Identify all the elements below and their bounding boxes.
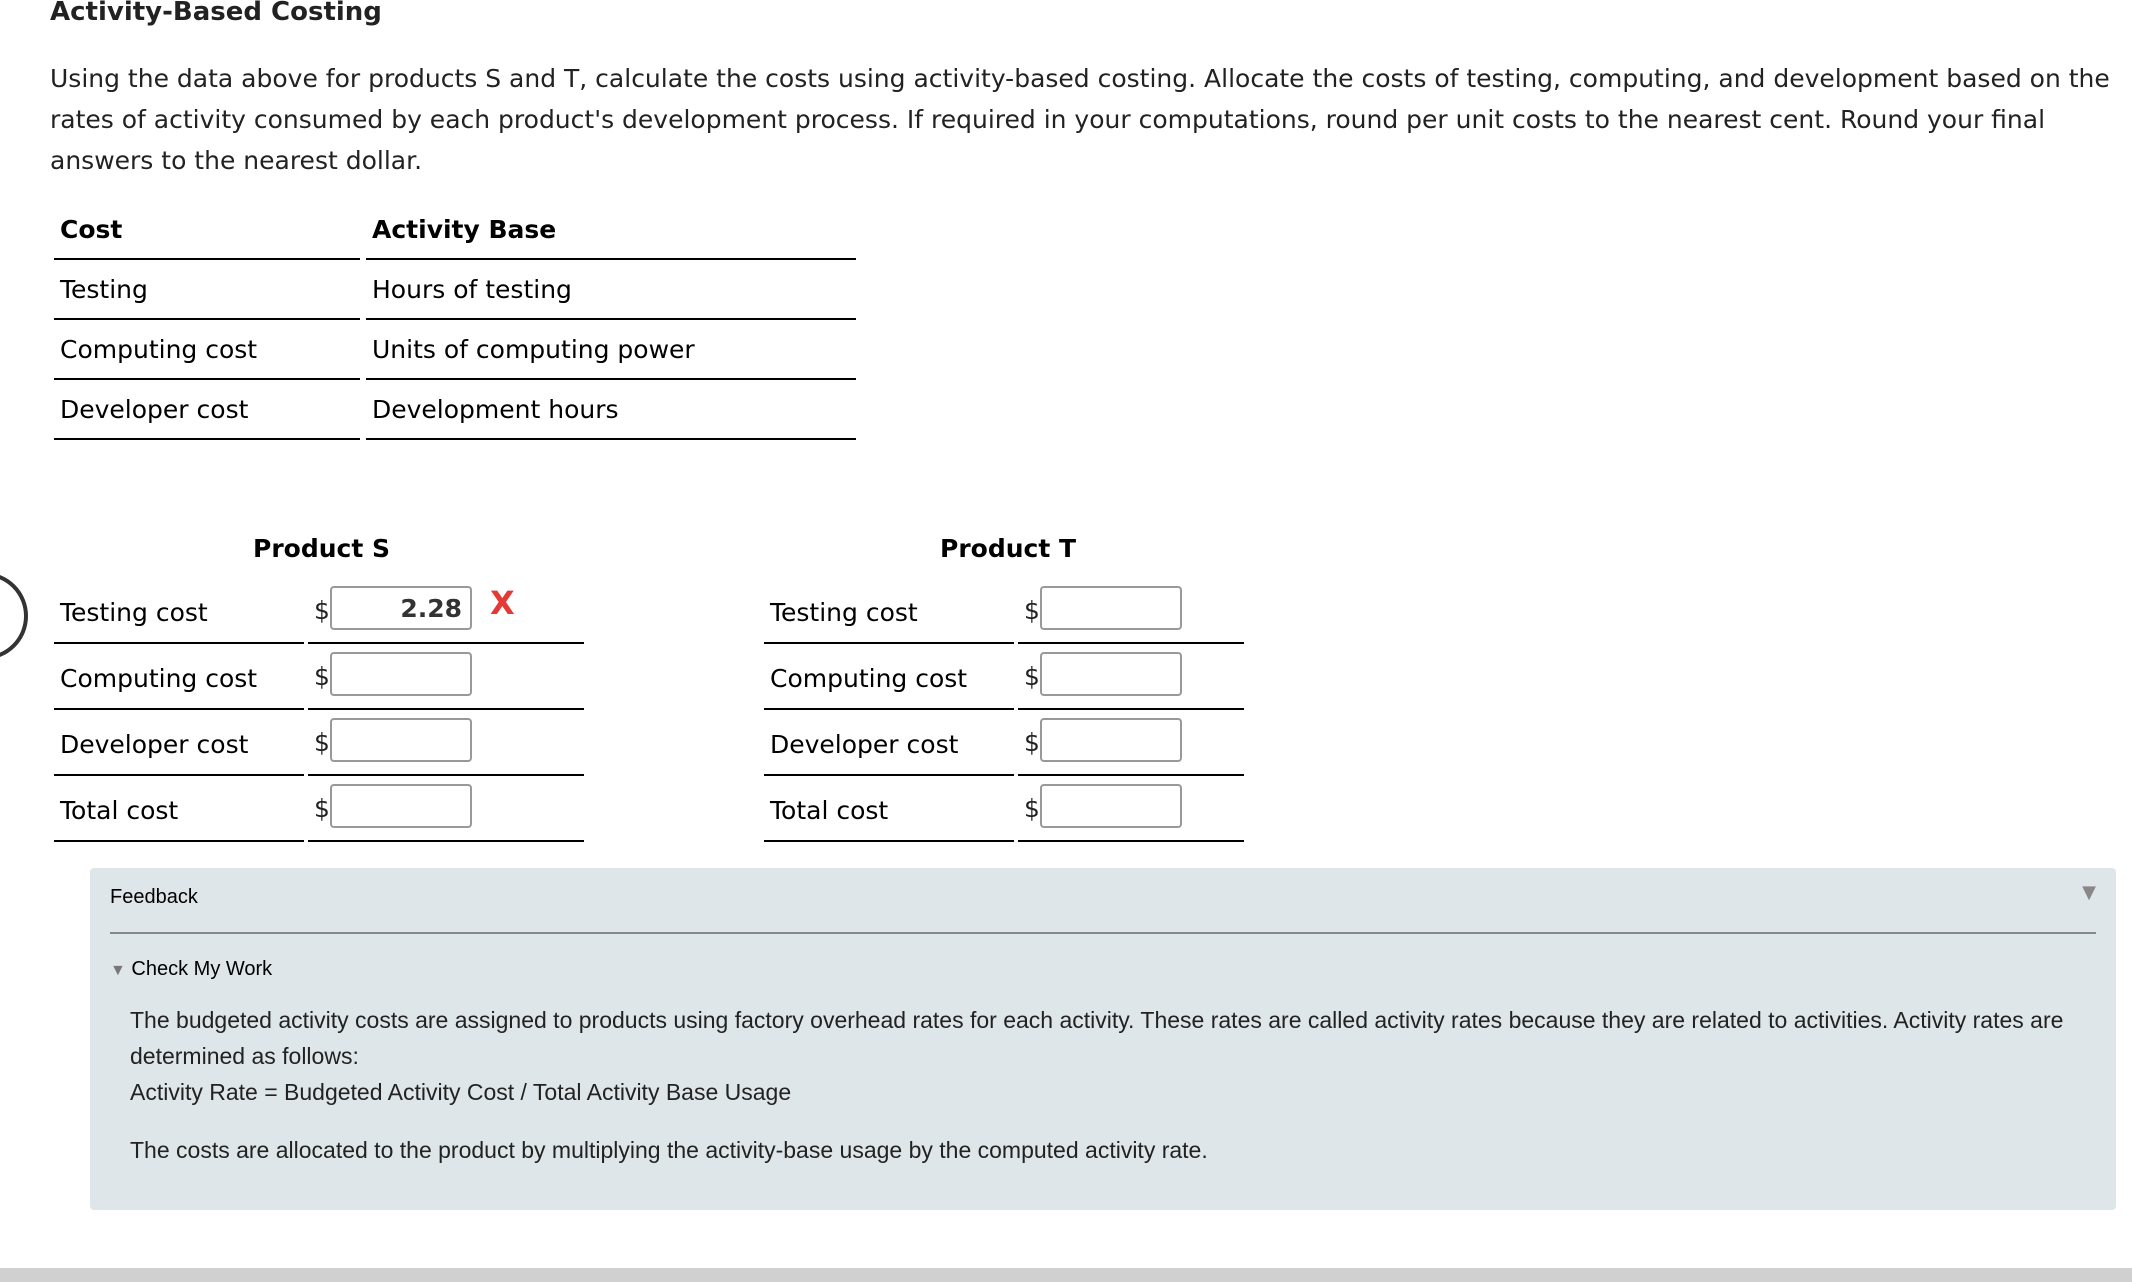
row-label: Developer cost	[764, 714, 1014, 776]
instructions: Using the data above for products S and T, calculate the costs using activity-based costing. Allocate the costs of testing, computing, and development based on the rates of activity consumed by each product's development process. If required in your computations, round per unit costs to the nearest cent. Round your final answers to the nearest dollar.	[50, 64, 2110, 175]
cost-cell: Testing	[54, 260, 360, 320]
dollar-sign: $	[314, 728, 330, 757]
page-title: Activity-Based Costing	[50, 0, 382, 27]
dollar-sign: $	[314, 662, 330, 691]
product-t-developer-input[interactable]	[1040, 718, 1182, 762]
activity-base-table	[48, 200, 862, 440]
feedback-divider	[110, 932, 2096, 934]
product-s-heading: Product S	[253, 534, 390, 563]
value-cell	[1018, 780, 1244, 842]
check-my-work-label: Check My Work	[131, 958, 273, 980]
product-t-testing-input[interactable]	[1040, 586, 1182, 630]
table-row	[54, 380, 856, 440]
dollar-sign: $	[314, 596, 330, 625]
value-cell	[308, 714, 584, 776]
feedback-text	[130, 1002, 2090, 1168]
product-t-total-input[interactable]	[1040, 784, 1182, 828]
table-header-row	[54, 200, 856, 260]
check-my-work-toggle[interactable]	[110, 958, 272, 981]
activity-base-cell: Units of computing power	[366, 320, 856, 380]
dollar-sign: $	[1024, 728, 1040, 757]
row-label: Testing cost	[54, 582, 304, 644]
feedback-panel	[90, 868, 2116, 1210]
row-label: Total cost	[54, 780, 304, 842]
dollar-sign: $	[1024, 794, 1040, 823]
table-row	[54, 320, 856, 380]
cost-cell: Developer cost	[54, 380, 360, 440]
incorrect-x-icon: X	[490, 584, 515, 622]
value-cell	[308, 648, 584, 710]
feedback-title: Feedback	[110, 886, 198, 908]
circle-decoration	[0, 572, 28, 660]
feedback-formula: Activity Rate = Budgeted Activity Cost / Total Activity Base Usage	[130, 1079, 792, 1105]
product-t-heading: Product T	[940, 534, 1077, 563]
value-cell	[308, 582, 584, 644]
row-label: Testing cost	[764, 582, 1014, 644]
activity-base-cell: Development hours	[366, 380, 856, 440]
header-activity-base: Activity Base	[366, 200, 856, 260]
disclosure-triangle-icon: ▼	[110, 962, 126, 979]
product-s-total-input[interactable]	[330, 784, 472, 828]
header-cost: Cost	[54, 200, 360, 260]
row-label: Developer cost	[54, 714, 304, 776]
table-row	[54, 260, 856, 320]
feedback-paragraph: The budgeted activity costs are assigned to products using factory overhead rates for each activity. These rates are called activity rates because they are related to activities. Activity rates are determined as follows:	[130, 1007, 2064, 1069]
product-t-computing-input[interactable]	[1040, 652, 1182, 696]
product-s-computing-input[interactable]	[330, 652, 472, 696]
product-s-testing-input[interactable]	[330, 586, 472, 630]
dollar-sign: $	[1024, 662, 1040, 691]
collapse-caret-icon[interactable]: ▼	[2082, 882, 2096, 903]
row-label: Computing cost	[54, 648, 304, 710]
row-label: Computing cost	[764, 648, 1014, 710]
cost-cell: Computing cost	[54, 320, 360, 380]
value-cell	[1018, 714, 1244, 776]
row-label: Total cost	[764, 780, 1014, 842]
activity-base-cell: Hours of testing	[366, 260, 856, 320]
value-cell	[308, 780, 584, 842]
product-s-developer-input[interactable]	[330, 718, 472, 762]
value-cell	[1018, 582, 1244, 644]
dollar-sign: $	[1024, 596, 1040, 625]
value-cell	[1018, 648, 1244, 710]
bottom-scrollbar	[0, 1268, 2132, 1282]
dollar-sign: $	[314, 794, 330, 823]
feedback-paragraph: The costs are allocated to the product by multiplying the activity-base usage by the computed activity rate.	[130, 1137, 1208, 1163]
